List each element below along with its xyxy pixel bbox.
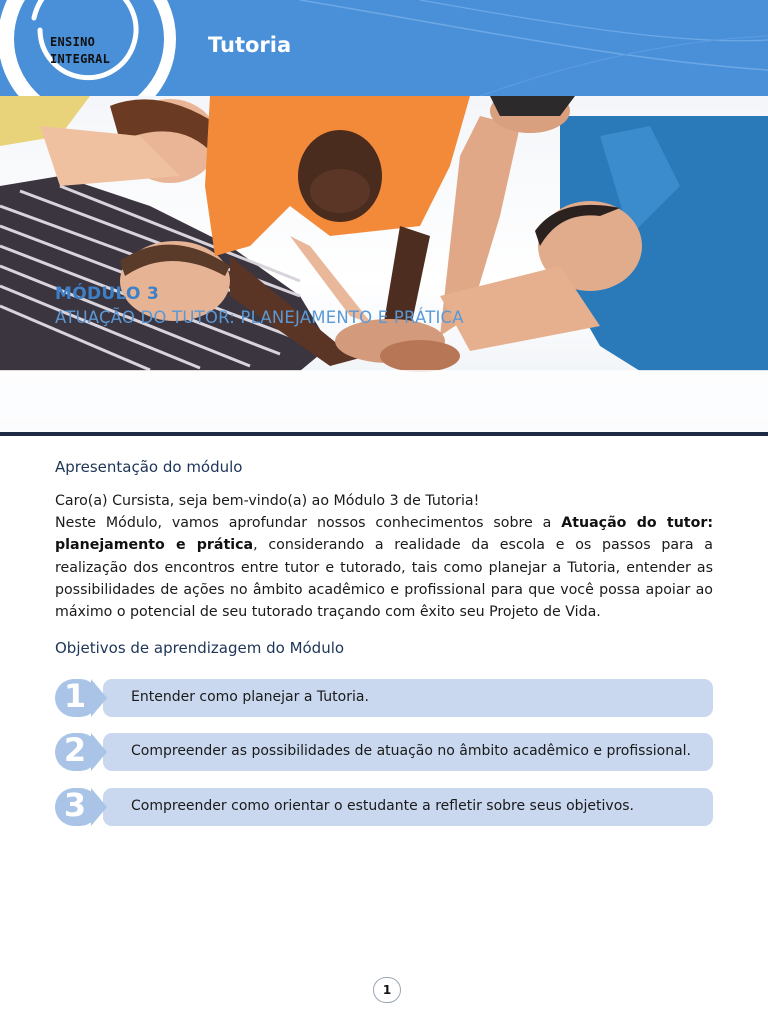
paragraph-intro: Neste Módulo, vamos aprofundar nossos conhecimentos sobre a	[55, 515, 562, 532]
presentation-heading: Apresentação do módulo	[55, 458, 243, 476]
module-title: ATUAÇÃO DO TUTOR: PLANEJAMENTO E PRÁTICA	[55, 308, 464, 327]
paragraph-bold-topic: Atuação do tutor: planejamento e prática	[55, 515, 713, 554]
header-title: Tutoria	[208, 33, 292, 57]
objective-number: 2	[63, 731, 87, 769]
presentation-text	[55, 490, 713, 623]
hero-photo	[0, 96, 768, 434]
objective-number: 1	[63, 677, 87, 715]
objective-number: 3	[63, 786, 87, 824]
page-number: 1	[373, 977, 401, 1003]
logo	[50, 34, 110, 68]
module-title-band	[0, 370, 768, 432]
objective-text: Compreender como orientar o estudante a refletir sobre seus objetivos.	[131, 798, 635, 814]
header-band	[0, 0, 768, 96]
hero-divider	[0, 432, 768, 436]
logo-line-1: ENSINO	[50, 35, 96, 49]
objective-text: Compreender as possibilidades de atuação no âmbito acadêmico e profissional.	[131, 743, 691, 759]
presentation-paragraph	[55, 512, 713, 623]
logo-line-2: INTEGRAL	[50, 52, 111, 66]
objective-item	[55, 733, 713, 771]
objective-text: Entender como planejar a Tutoria.	[131, 689, 369, 705]
objective-item	[55, 788, 713, 826]
module-number: MÓDULO 3	[55, 284, 160, 304]
welcome-line: Caro(a) Cursista, seja bem-vindo(a) ao Módulo 3 de Tutoria!	[55, 493, 480, 509]
paragraph-rest: , considerando a realidade da escola e os passos para a realização dos encontros entre tutor e tutorado, tais como planejar a Tutoria, entender as possibilidades de ações no âmbito acadêmico e profissional para que você possa apoiar ao máximo o potencial de seu tutorado traçando com êxito seu Projeto de Vida.	[55, 537, 713, 621]
objective-item	[55, 679, 713, 717]
objectives-heading: Objetivos de aprendizagem do Módulo	[55, 639, 345, 657]
